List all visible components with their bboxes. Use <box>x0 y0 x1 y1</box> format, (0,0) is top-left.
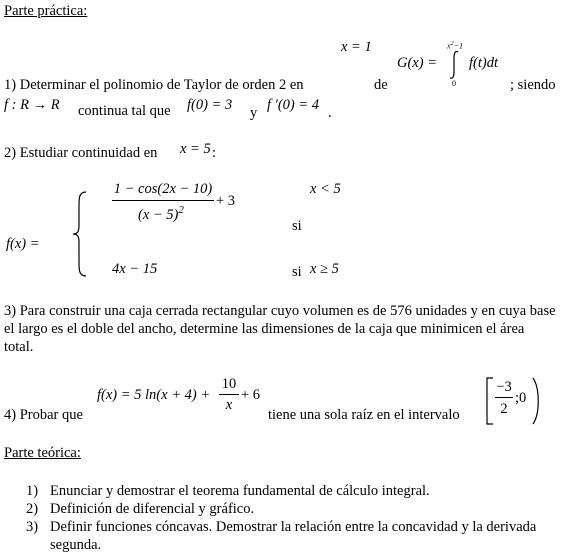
left-brace-icon <box>70 190 90 278</box>
problem-2-text: Estudiar continuidad en <box>19 145 158 161</box>
case1-plus-three: + 3 <box>216 193 236 209</box>
problem-4-text-b: tiene una sola raíz en el intervalo <box>268 407 460 423</box>
integral-sign-icon <box>448 50 462 80</box>
si-label-1: si <box>292 218 302 234</box>
interval-denominator: 2 <box>500 401 508 417</box>
condition-f0: f(0) = 3 <box>187 97 233 113</box>
problem-2-number: 2) <box>4 145 17 161</box>
interval-tail: ;0 <box>515 390 527 406</box>
continuity-point: x = 5 <box>180 141 211 157</box>
fraction-bar <box>219 394 239 395</box>
fraction-denominator: x <box>225 397 233 413</box>
taylor-point: x = 1 <box>341 39 372 55</box>
si-label-2: si <box>292 264 302 280</box>
f-mapping: f : R → R <box>4 97 60 113</box>
G-lhs: G(x) = <box>397 55 437 71</box>
problem-1-text: Determinar el polinomio de Taylor de orden 2 en <box>19 77 304 93</box>
condition-fprime0: f ′(0) = 4 <box>267 97 320 113</box>
list-item: 1) Enunciar y demostrar el teorema fundamental de cálculo integral. <box>26 483 430 499</box>
piecewise-lhs: f(x) = <box>6 236 40 252</box>
integral-lower-limit: 0 <box>452 79 456 88</box>
word-continua: continua tal que <box>78 103 171 119</box>
list-item: 3) Definir funciones cóncavas. Demostrar la relación entre la concavidad y la derivada segunda. <box>26 519 537 553</box>
word-y: y <box>250 105 258 121</box>
colon: : <box>212 145 217 161</box>
word-siendo: ; siendo <box>510 77 556 93</box>
interval-numerator: −3 <box>496 379 512 395</box>
word-de: de <box>374 77 388 93</box>
heading-parte-practica: Parte práctica: <box>4 3 88 19</box>
function-expression-a: f(x) = 5 ln(x + 4) + <box>97 387 211 403</box>
case1-numerator: 1 − cos(2x − 10) <box>113 181 213 197</box>
theory-list <box>26 482 546 554</box>
case1-condition: x < 5 <box>310 181 341 197</box>
fraction-numerator: 10 <box>221 376 237 392</box>
problem-4-text-a: 4) Probar que <box>4 407 83 423</box>
case2-condition: x ≥ 5 <box>310 261 339 277</box>
problem-3-text: 3) Para construir una caja cerrada rectangular cuyo volumen es de 576 unidades y en cuya base el largo es el doble del ancho, determine las dimensiones de la caja que minimicen el área total. <box>4 303 556 355</box>
interval-fraction-bar <box>495 397 513 398</box>
period: . <box>328 105 332 121</box>
heading-parte-teorica: Parte teórica: <box>4 445 81 461</box>
list-item: 2) Definición de diferencial y gráfico. <box>26 501 255 517</box>
right-paren-icon <box>530 376 542 426</box>
case2-expression: 4x − 15 <box>112 261 158 277</box>
case1-denominator: $(x - 5)^2$ <box>138 204 184 223</box>
integrand: f(t)dt <box>469 55 498 71</box>
function-expression-b: + 6 <box>241 387 261 403</box>
problem-1-number: 1) <box>4 77 17 93</box>
integral-upper-limit: $x^2-1$ <box>447 41 463 51</box>
case1-fraction-bar <box>112 200 214 201</box>
